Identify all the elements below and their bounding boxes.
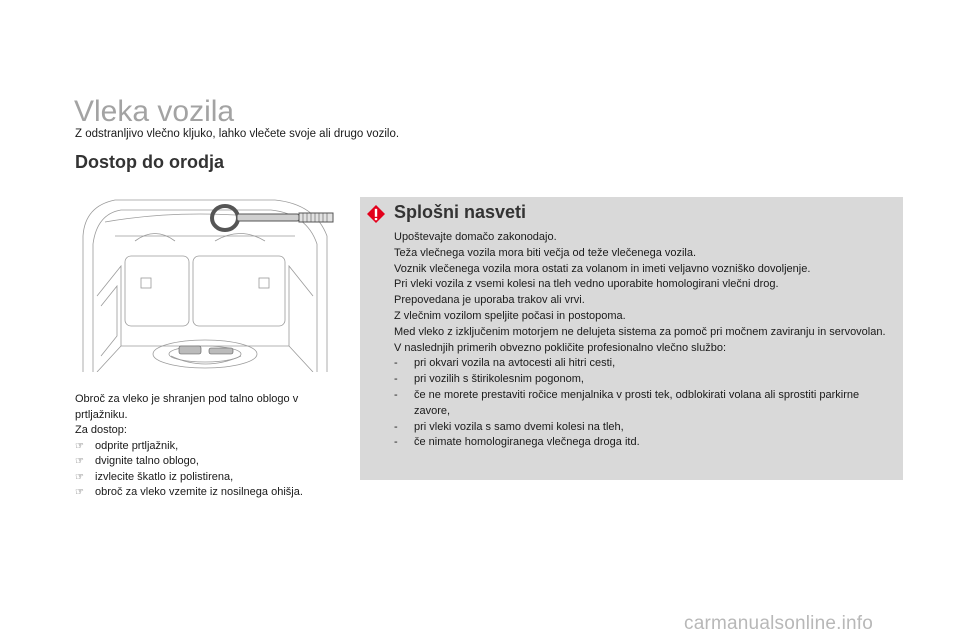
watermark: carmanualsonline.info [684,613,874,634]
warning-icon [366,204,386,224]
access-label: Za dostop: [75,424,127,436]
advice-line: Upoštevajte domačo zakonodajo. [394,231,557,243]
list-item: - pri vleki vozila s samo dvemi kolesi na tleh, [394,420,624,433]
finger-pointer-icon: ☞ [75,440,84,452]
list-item: - če nimate homologiranega vlečnega droga itd. [394,436,640,449]
list-item: ☞ odprite prtljažnik, [75,439,335,455]
page-title: Vleka vozila [74,95,235,128]
advice-title: Splošni nasveti [394,202,527,222]
advice-line: Z vlečnim vozilom speljite počasi in postopoma. [394,309,626,322]
list-item: ☞ izvlecite škatlo iz polistirena, [75,470,335,486]
list-item: - če ne morete prestaviti ročice menjalnika v prosti tek, odblokirati volana ali sprostiti parkirne zavore, [394,388,860,417]
access-intro: Obroč za vleko je shranjen pod talno oblogo v prtljažniku. [75,393,299,421]
list-item: - pri okvari vozila na avtocesti ali hitri cesti, [394,357,616,370]
advice-body [394,230,894,451]
finger-pointer-icon: ☞ [75,456,84,467]
access-instructions [75,392,335,501]
advice-line: Voznik vlečenega vozila mora ostati za volanom in imeti veljavno vozniško dovoljenje. [394,262,811,275]
advice-line: Teža vlečnega vozila mora biti večja od teže vlečenega vozila. [394,246,697,259]
trunk-illustration [75,196,335,372]
list-item: - pri vozilih s štirikolesnim pogonom, [394,373,584,386]
list-item: ☞ dvignite talno oblogo, [75,454,335,470]
advice-line: Pri vleki vozila z vsemi kolesi na tleh vedno uporabite homologirani vlečni drog. [394,278,779,291]
advice-line: Med vleko z izključenim motorjem ne delujeta sistema za pomoč pri močnem zaviranju in servovolan. [394,325,886,338]
list-item: ☞ obroč za vleko vzemite iz nosilnega ohišja. [75,485,335,501]
general-advice-box [360,197,903,480]
page-subtitle: Z odstranljivo vlečno kljuko, lahko vlečete svoje ali drugo vozilo. [75,128,400,140]
advice-line: V naslednjih primerih obvezno pokličite profesionalno vlečno službo: [394,341,727,354]
finger-pointer-icon: ☞ [75,487,84,498]
advice-line: Prepovedana je uporaba trakov ali vrvi. [394,294,585,307]
section-title: Dostop do orodja [75,152,224,172]
finger-pointer-icon: ☞ [75,471,84,483]
